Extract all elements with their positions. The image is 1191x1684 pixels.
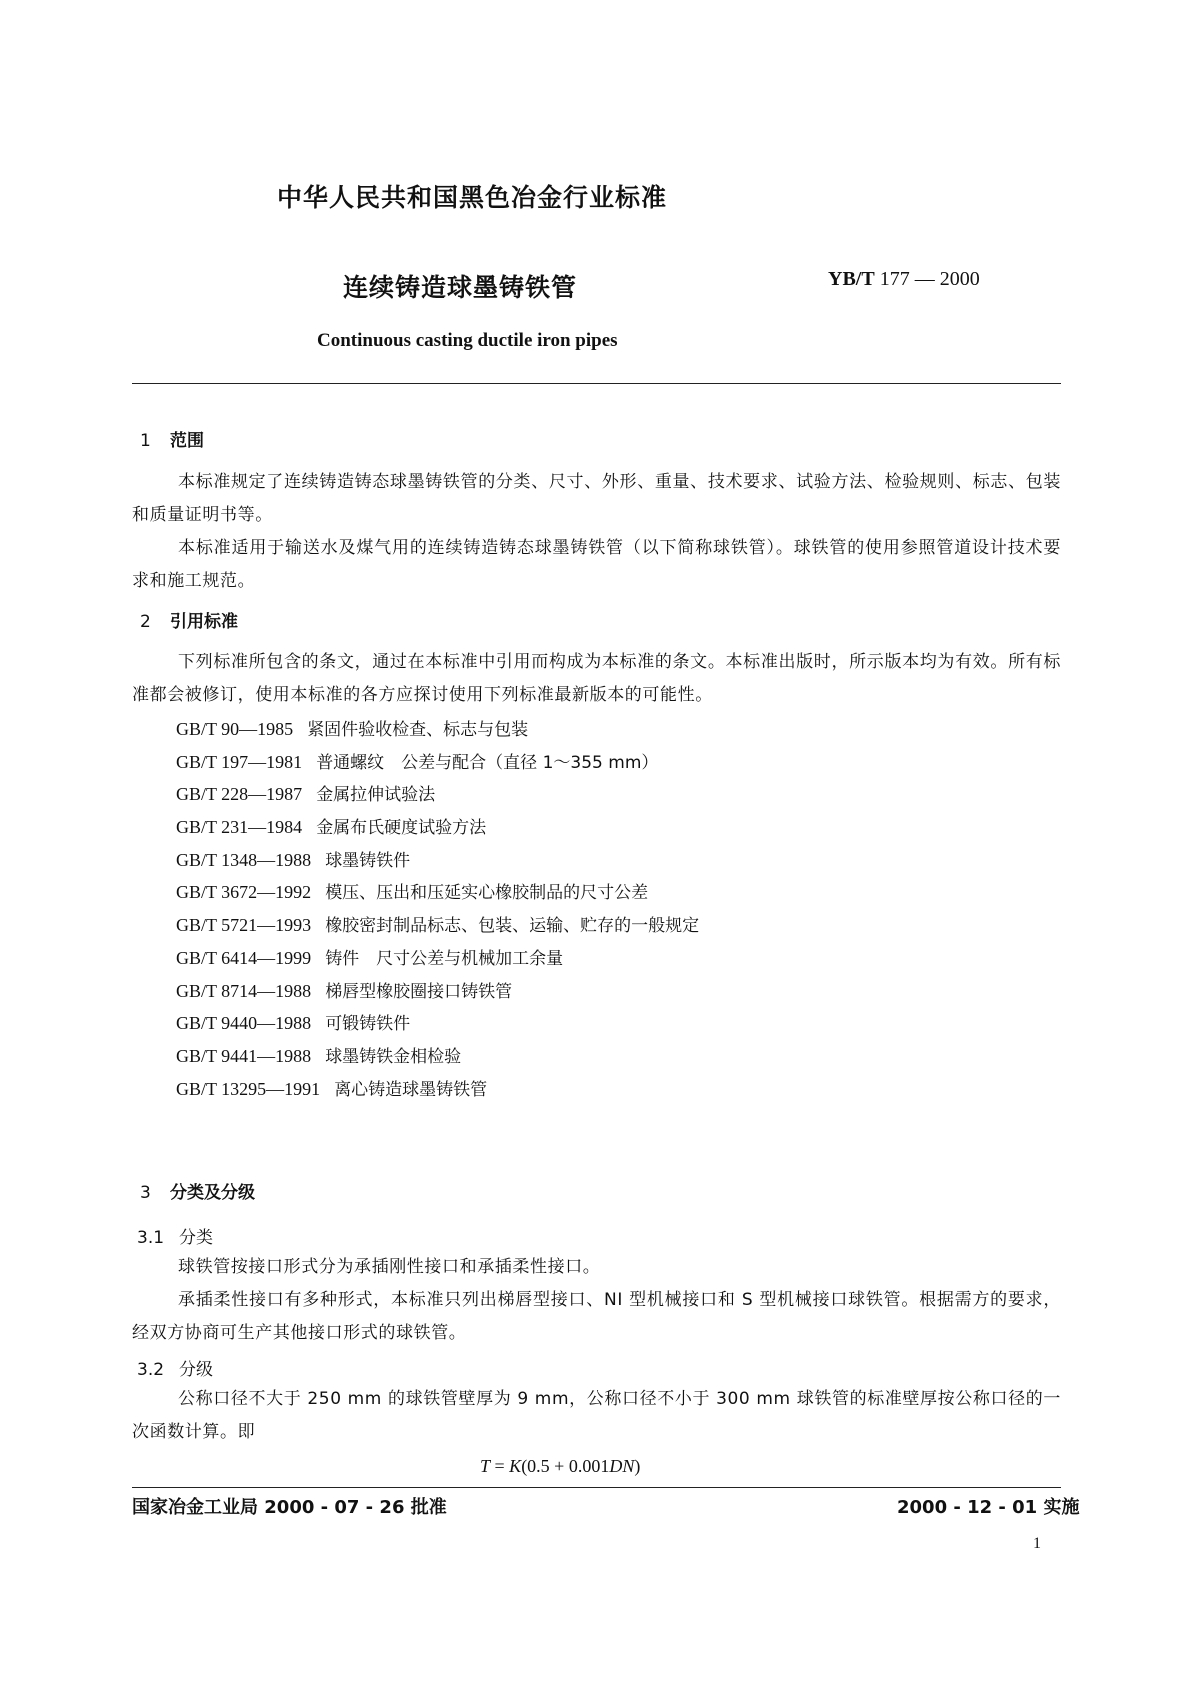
paragraph: 本标准规定了连续铸造铸态球墨铸铁管的分类、尺寸、外形、重量、技术要求、试验方法、检验规则、标志、包装和质量证明书等。 [132,472,1061,525]
reference-title: 普通螺纹 公差与配合（直径 1～355 mm） [316,752,659,773]
effective-date: 2000 - 12 - 01 实施 [897,1497,1080,1518]
paragraph: 承插柔性接口有多种形式，本标准只列出梯唇型接口、NI 型机械接口和 S 型机械接口球铁管。根据需方的要求，经双方协商可生产其他接口形式的球铁管。 [132,1290,1061,1343]
paragraph: 公称口径不大于 250 mm 的球铁管壁厚为 9 mm，公称口径不小于 300 mm 球铁管的标准壁厚按公称口径的一次函数计算。即 [132,1389,1061,1442]
section-1-heading [140,426,204,451]
standard-code-prefix: YB/T [828,268,875,290]
wall-thickness-formula [480,1456,640,1477]
formula-expression: (0.5 + 0.001 [521,1456,610,1476]
reference-item [176,909,699,942]
reference-item [176,975,699,1008]
reference-title: 离心铸造球墨铸铁管 [334,1079,488,1100]
reference-code: GB/T 9441—1988 [176,1045,312,1066]
header-divider [132,383,1061,384]
reference-code: GB/T 8714—1988 [176,980,312,1001]
standard-code [828,268,980,291]
reference-item [176,811,699,844]
formula-equals: = [490,1456,510,1476]
section-2-body [132,646,1061,712]
reference-item [176,1040,699,1073]
section-title: 分类及分级 [170,1183,255,1203]
section-number: 2 [140,612,151,632]
document-title: 连续铸造球墨铸铁管 [343,273,578,302]
reference-title: 金属布氏硬度试验方法 [316,818,487,839]
reference-code: GB/T 3672—1992 [176,882,312,903]
reference-item [176,746,699,779]
section-number: 3 [140,1183,151,1203]
reference-title: 梯唇型橡胶圈接口铸铁管 [325,981,513,1002]
reference-item [176,713,699,746]
reference-code: GB/T 13295—1991 [176,1078,321,1099]
reference-code: GB/T 228—1987 [176,784,303,805]
document-title-english: Continuous casting ductile iron pipes [317,330,618,351]
standard-code-number: 177 — 2000 [879,268,980,290]
reference-code: GB/T 1348—1988 [176,849,312,870]
subsection-3-1-body [132,1251,1061,1350]
section-1-body [132,466,1061,598]
reference-title: 球墨铸铁金相检验 [325,1046,462,1067]
reference-title: 金属拉伸试验法 [316,785,436,806]
reference-code: GB/T 231—1984 [176,817,303,838]
reference-code: GB/T 5721—1993 [176,915,312,936]
paragraph: 下列标准所包含的条文，通过在本标准中引用而构成为本标准的条文。本标准出版时，所示版本均为有效。所有标准都会被修订，使用本标准的各方应探讨使用下列标准最新版本的可能性。 [132,652,1061,705]
subsection-3-2-heading [137,1355,213,1380]
reference-item [176,876,699,909]
subsection-number: 3.1 [137,1228,165,1248]
reference-title: 球墨铸铁件 [325,850,411,871]
paragraph: 本标准适用于输送水及煤气用的连续铸造铸态球墨铸铁管（以下简称球铁管）。球铁管的使用参照管道设计技术要求和施工规范。 [132,538,1061,591]
page-number: 1 [1033,1535,1041,1552]
formula-close: ) [634,1456,641,1476]
subsection-title: 分类 [179,1228,213,1248]
reference-code: GB/T 9440—1988 [176,1013,312,1034]
approval-date: 国家冶金工业局 2000 - 07 - 26 批准 [132,1497,447,1518]
paragraph: 球铁管按接口形式分为承插刚性接口和承插柔性接口。 [178,1257,601,1277]
subsection-title: 分级 [179,1360,213,1380]
reference-item [176,1007,699,1040]
reference-code: GB/T 90—1985 [176,719,294,739]
subsection-3-2-body [132,1383,1061,1449]
subsection-3-1-heading [137,1223,213,1248]
footer-divider [132,1487,1061,1488]
subsection-number: 3.2 [137,1360,165,1380]
section-title: 引用标准 [170,612,238,632]
industry-standard-title: 中华人民共和国黑色冶金行业标准 [277,183,668,212]
reference-title: 模压、压出和压延实心橡胶制品的尺寸公差 [325,883,649,904]
reference-title: 铸件 尺寸公差与机械加工余量 [325,948,564,969]
reference-title: 紧固件验收检查、标志与包装 [307,720,529,740]
reference-item [176,942,699,975]
section-number: 1 [140,431,151,451]
reference-item [176,778,699,811]
normative-references-list [176,713,699,1105]
section-title: 范围 [170,431,204,451]
reference-title: 橡胶密封制品标志、包装、运输、贮存的一般规定 [325,916,700,937]
reference-item [176,844,699,877]
reference-code: GB/T 197—1981 [176,751,303,772]
formula-variable-dn: DN [609,1456,635,1476]
section-3-heading [140,1178,255,1203]
reference-item [176,1073,699,1106]
section-2-heading [140,607,238,632]
reference-title: 可锻铸铁件 [325,1014,411,1035]
formula-variable-k: K [509,1456,522,1476]
reference-code: GB/T 6414—1999 [176,947,312,968]
formula-variable-t: T [480,1456,491,1476]
